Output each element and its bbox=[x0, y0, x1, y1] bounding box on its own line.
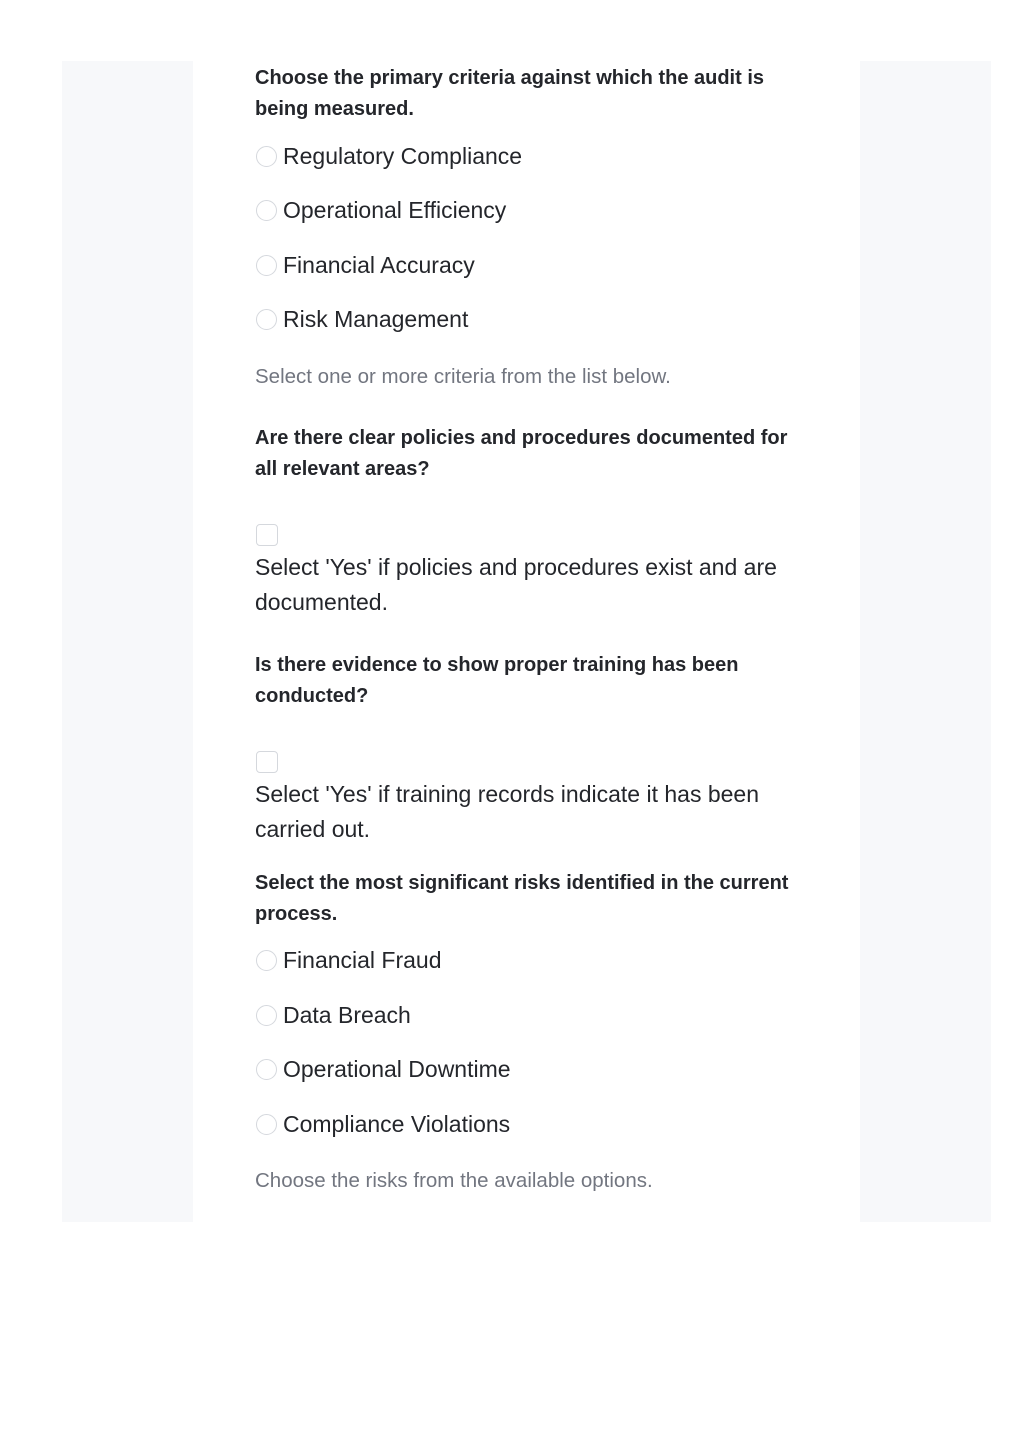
criteria-option-risk-management[interactable] bbox=[255, 305, 800, 335]
audit-form bbox=[193, 61, 860, 1222]
risks-option-data-breach[interactable] bbox=[255, 1000, 800, 1030]
criteria-option-financial-accuracy[interactable] bbox=[255, 250, 800, 280]
risks-section bbox=[255, 868, 800, 1197]
policies-checkbox[interactable] bbox=[256, 524, 278, 546]
right-side-panel bbox=[860, 61, 991, 1222]
training-section bbox=[255, 650, 800, 847]
option-label: Operational Efficiency bbox=[283, 197, 507, 223]
criteria-help-text: Select one or more criteria from the list below. bbox=[255, 364, 671, 388]
radio-button[interactable] bbox=[256, 146, 277, 167]
option-label: Financial Accuracy bbox=[283, 251, 475, 278]
radio-button[interactable] bbox=[256, 950, 277, 971]
criteria-option-operational-efficiency[interactable] bbox=[255, 196, 800, 226]
training-checkbox[interactable] bbox=[256, 751, 278, 773]
option-label: Operational Downtime bbox=[283, 1056, 511, 1082]
risks-options bbox=[255, 946, 800, 1140]
training-description: Select 'Yes' if training records indicate it has been carried out. bbox=[255, 780, 760, 842]
left-side-panel bbox=[62, 61, 193, 1222]
radio-button[interactable] bbox=[256, 200, 277, 221]
policies-description: Select 'Yes' if policies and procedures exist and are documented. bbox=[255, 553, 777, 615]
criteria-section bbox=[255, 63, 800, 392]
radio-button[interactable] bbox=[256, 1059, 277, 1080]
risks-help-text: Choose the risks from the available options. bbox=[255, 1169, 653, 1192]
training-question: Is there evidence to show proper training has been conducted? bbox=[255, 653, 739, 707]
risks-option-operational-downtime[interactable] bbox=[255, 1055, 800, 1085]
criteria-option-regulatory-compliance[interactable] bbox=[255, 141, 800, 171]
radio-button[interactable] bbox=[256, 1005, 277, 1026]
option-label: Financial Fraud bbox=[283, 947, 442, 973]
option-label: Regulatory Compliance bbox=[283, 142, 523, 169]
option-label: Risk Management bbox=[283, 306, 469, 332]
form-content bbox=[255, 61, 800, 1196]
policies-section bbox=[255, 423, 800, 620]
radio-button[interactable] bbox=[256, 1114, 277, 1135]
radio-button[interactable] bbox=[256, 309, 277, 330]
risks-option-compliance-violations[interactable] bbox=[255, 1109, 800, 1139]
radio-button[interactable] bbox=[256, 255, 277, 276]
option-label: Compliance Violations bbox=[283, 1110, 511, 1137]
risks-option-financial-fraud[interactable] bbox=[255, 946, 800, 976]
criteria-options bbox=[255, 141, 800, 335]
option-label: Data Breach bbox=[283, 1001, 411, 1028]
criteria-question: Choose the primary criteria against which the audit is being measured. bbox=[255, 67, 765, 120]
policies-question: Are there clear policies and procedures documented for all relevant areas? bbox=[255, 426, 788, 480]
risks-question: Select the most significant risks identified in the current process. bbox=[255, 871, 789, 925]
